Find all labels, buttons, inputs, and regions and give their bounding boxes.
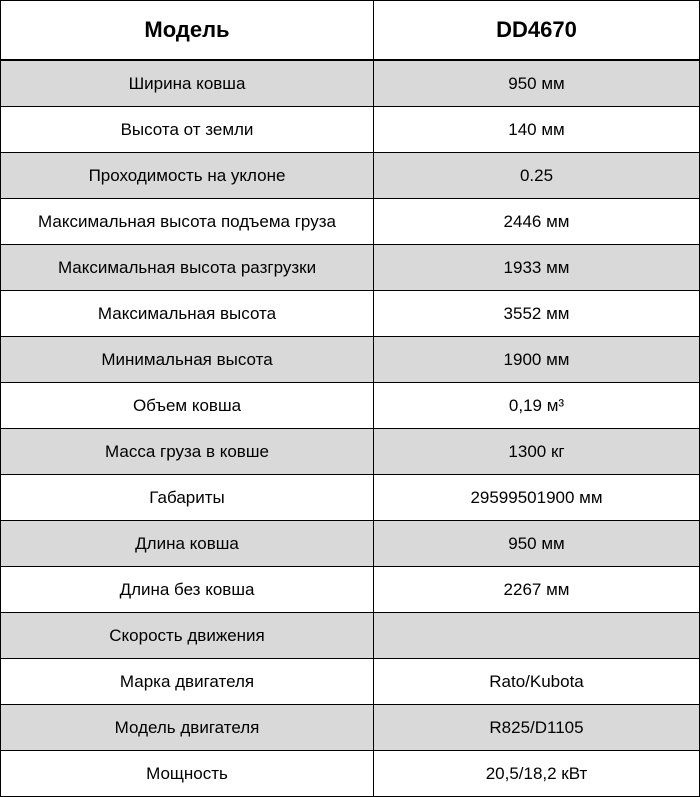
table-row <box>1 245 700 291</box>
row-label: Максимальная высота <box>1 291 374 337</box>
row-value: 950 мм <box>374 60 700 107</box>
table-row <box>1 337 700 383</box>
header-model-label: Модель <box>1 1 374 61</box>
table-row <box>1 199 700 245</box>
row-value: 1300 кг <box>374 429 700 475</box>
row-label: Мощность <box>1 751 374 797</box>
row-value: 950 мм <box>374 521 700 567</box>
table-row <box>1 383 700 429</box>
row-label: Минимальная высота <box>1 337 374 383</box>
table-row <box>1 705 700 751</box>
row-label: Масса груза в ковше <box>1 429 374 475</box>
row-value: 3552 мм <box>374 291 700 337</box>
row-label: Высота от земли <box>1 107 374 153</box>
row-value: 29599501900 мм <box>374 475 700 521</box>
row-label: Длина ковша <box>1 521 374 567</box>
row-value <box>374 613 700 659</box>
table-row <box>1 751 700 797</box>
table-row <box>1 475 700 521</box>
table-row <box>1 567 700 613</box>
header-row <box>1 1 700 61</box>
row-label: Ширина ковша <box>1 60 374 107</box>
row-label: Максимальная высота разгрузки <box>1 245 374 291</box>
row-label: Марка двигателя <box>1 659 374 705</box>
row-value: 2267 мм <box>374 567 700 613</box>
row-label: Модель двигателя <box>1 705 374 751</box>
table-row <box>1 613 700 659</box>
row-value: 1933 мм <box>374 245 700 291</box>
table-row <box>1 521 700 567</box>
row-value: 0,19 м³ <box>374 383 700 429</box>
row-label: Максимальная высота подъема груза <box>1 199 374 245</box>
table-row <box>1 60 700 107</box>
row-label: Проходимость на уклоне <box>1 153 374 199</box>
table-row <box>1 429 700 475</box>
row-value: 2446 мм <box>374 199 700 245</box>
row-value: 140 мм <box>374 107 700 153</box>
row-label: Скорость движения <box>1 613 374 659</box>
table-row <box>1 659 700 705</box>
row-label: Объем ковша <box>1 383 374 429</box>
row-value: R825/D1105 <box>374 705 700 751</box>
row-value: 0.25 <box>374 153 700 199</box>
table-row <box>1 153 700 199</box>
header-model-value: DD4670 <box>374 1 700 61</box>
row-label: Габариты <box>1 475 374 521</box>
table-row <box>1 291 700 337</box>
row-value: 20,5/18,2 кВт <box>374 751 700 797</box>
table-row <box>1 107 700 153</box>
row-value: 1900 мм <box>374 337 700 383</box>
row-value: Rato/Kubota <box>374 659 700 705</box>
row-label: Длина без ковша <box>1 567 374 613</box>
